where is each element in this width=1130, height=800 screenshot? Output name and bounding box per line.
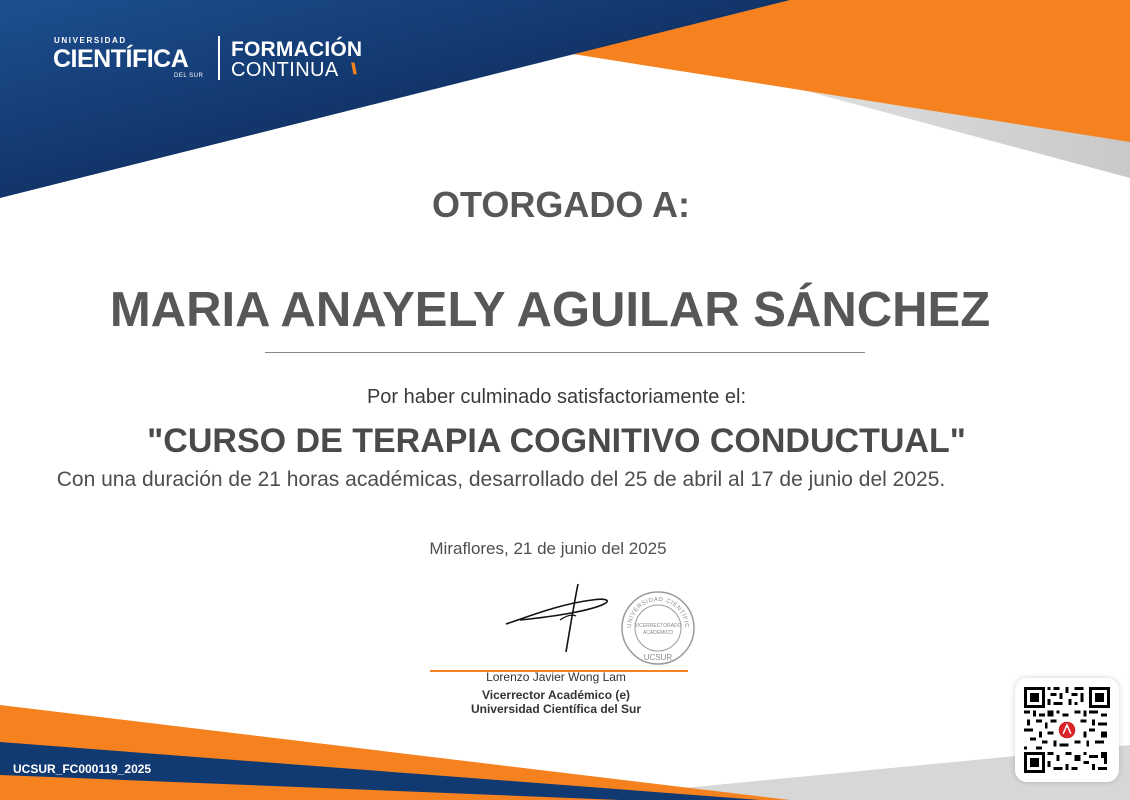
top-left-navy-band	[0, 0, 790, 198]
logo-university-small: UNIVERSIDAD	[54, 36, 127, 45]
signature-icon	[500, 580, 620, 655]
logo-program-line1: FORMACIÓN	[231, 38, 363, 61]
course-duration: Con una duración de 21 horas académicas, desarrollado del 25 de abril al 17 de junio del 2025.	[56, 468, 946, 491]
course-title: "CURSO DE TERAPIA COGNITIVO CONDUCTUAL"	[147, 422, 966, 460]
certificate-code: UCSUR_FC000119_2025	[13, 762, 152, 776]
qr-code-box[interactable]	[1015, 678, 1119, 782]
completion-intro: Por haber culminado satisfactoriamente el:	[366, 386, 747, 408]
awarded-to-heading: OTORGADO A:	[432, 184, 690, 225]
signer-role: Vicerrector Académico (e)	[481, 688, 631, 702]
signer-name: Lorenzo Javier Wong Lam	[486, 670, 626, 684]
qr-code-icon	[1024, 687, 1110, 773]
seal-center-line2: ACADÉMICO	[642, 630, 674, 636]
logo-divider	[218, 36, 220, 80]
signer-institution: Universidad Científica del Sur	[470, 702, 642, 716]
logo-university-sub: DEL SUR	[174, 73, 204, 79]
logo-university-main: CIENTÍFICA	[53, 45, 189, 73]
seal-ring-text: UNIVERSIDAD CIENTÍFIC	[626, 596, 690, 629]
place-and-date: Miraflores, 21 de junio del 2025	[429, 539, 667, 558]
seal-bottom-text: UCSUR	[643, 653, 673, 662]
recipient-name: MARIA ANAYELY AGUILAR SÁNCHEZ	[109, 283, 991, 337]
ucsur-formacion-continua-logo	[53, 34, 383, 82]
logo-program-line2: CONTINUA	[231, 59, 339, 81]
recipient-name-underline	[265, 352, 865, 353]
logo-program-mark: \\	[351, 61, 354, 78]
seal-center-line1: VICERRECTORADO	[634, 623, 682, 629]
seal-icon	[619, 590, 697, 666]
